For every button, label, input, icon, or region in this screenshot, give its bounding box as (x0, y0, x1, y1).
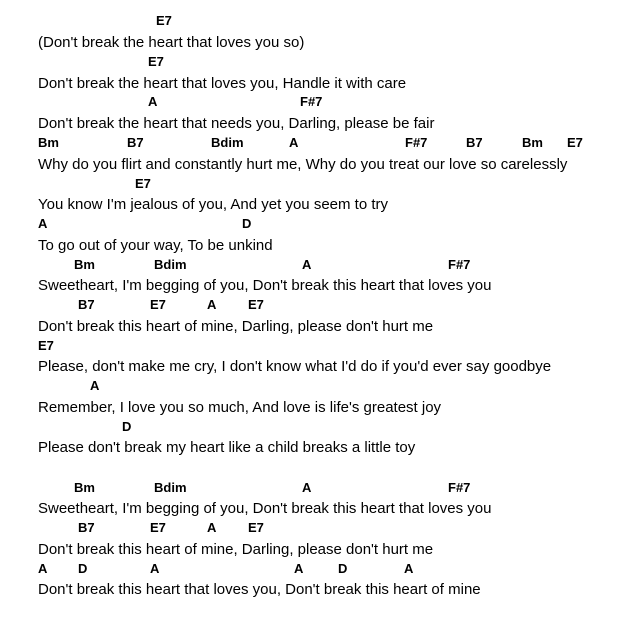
chord-label: A (38, 216, 48, 231)
chord-label: Bdim (154, 257, 187, 272)
lyric-line: Please don't break my heart like a child breaks a little toy (38, 439, 416, 456)
chord-label: Bm (522, 135, 543, 150)
lyric-line: Don't break this heart of mine, Darling, please don't hurt me (38, 541, 434, 558)
chord-label: E7 (148, 54, 164, 69)
chord-label: F#7 (405, 135, 428, 150)
chord-row (0, 13, 620, 29)
chord-row (0, 297, 620, 313)
chord-row (0, 520, 620, 536)
chord-label: E7 (248, 520, 264, 535)
chord-label: A (150, 561, 160, 576)
chord-label: D (78, 561, 88, 576)
chord-label: Bdim (211, 135, 244, 150)
chord-label: A (294, 561, 304, 576)
chord-row (0, 378, 620, 394)
chord-label: A (207, 520, 217, 535)
chord-label: A (148, 94, 158, 109)
chord-label: A (207, 297, 217, 312)
chord-label: A (302, 480, 312, 495)
chord-label: Bdim (154, 480, 187, 495)
chord-row (0, 480, 620, 496)
chord-row (0, 216, 620, 232)
lyric-line: Don't break the heart that loves you, Handle it with care (38, 75, 407, 92)
chord-label: E7 (150, 297, 166, 312)
lyric-line: Please, don't make me cry, I don't know what I'd do if you'd ever say goodbye (38, 358, 552, 375)
chord-label: E7 (135, 176, 151, 191)
chord-label: Bm (38, 135, 59, 150)
chord-label: A (90, 378, 100, 393)
chord-label: Bm (74, 257, 95, 272)
lyric-line: Sweetheart, I'm begging of you, Don't break this heart that loves you (38, 277, 492, 294)
chord-label: F#7 (448, 480, 471, 495)
chord-row (0, 257, 620, 273)
chord-label: Bm (74, 480, 95, 495)
lyric-line: Don't break this heart that loves you, Don't break this heart of mine (38, 581, 481, 598)
chord-label: F#7 (300, 94, 323, 109)
lyric-line: You know I'm jealous of you, And yet you seem to try (38, 196, 389, 213)
lyric-line: (Don't break the heart that loves you so) (38, 34, 305, 51)
lyric-line: Sweetheart, I'm begging of you, Don't break this heart that loves you (38, 500, 492, 517)
lyric-line: To go out of your way, To be unkind (38, 237, 273, 254)
chord-label: E7 (38, 338, 54, 353)
chord-label: F#7 (448, 257, 471, 272)
chord-label: A (289, 135, 299, 150)
chord-label: A (302, 257, 312, 272)
chord-label: A (404, 561, 414, 576)
chord-label: E7 (567, 135, 583, 150)
chord-label: A (38, 561, 48, 576)
chord-label: B7 (78, 297, 95, 312)
chord-row (0, 561, 620, 577)
chord-label: E7 (156, 13, 172, 28)
chord-row (0, 135, 620, 151)
chord-label: E7 (248, 297, 264, 312)
chord-row (0, 54, 620, 70)
chord-row (0, 176, 620, 192)
chord-row (0, 419, 620, 435)
chord-label: B7 (127, 135, 144, 150)
lyric-line: Why do you flirt and constantly hurt me, Why do you treat our love so carelessly (38, 156, 568, 173)
chord-label: B7 (466, 135, 483, 150)
chord-label: D (242, 216, 252, 231)
chord-label: B7 (78, 520, 95, 535)
chord-row (0, 94, 620, 110)
chord-label: D (122, 419, 132, 434)
lyric-line: Don't break the heart that needs you, Darling, please be fair (38, 115, 435, 132)
chord-label: E7 (150, 520, 166, 535)
lyric-line: Remember, I love you so much, And love is life's greatest joy (38, 399, 442, 416)
chord-label: D (338, 561, 348, 576)
lyric-line: Don't break this heart of mine, Darling, please don't hurt me (38, 318, 434, 335)
chord-row (0, 338, 620, 354)
